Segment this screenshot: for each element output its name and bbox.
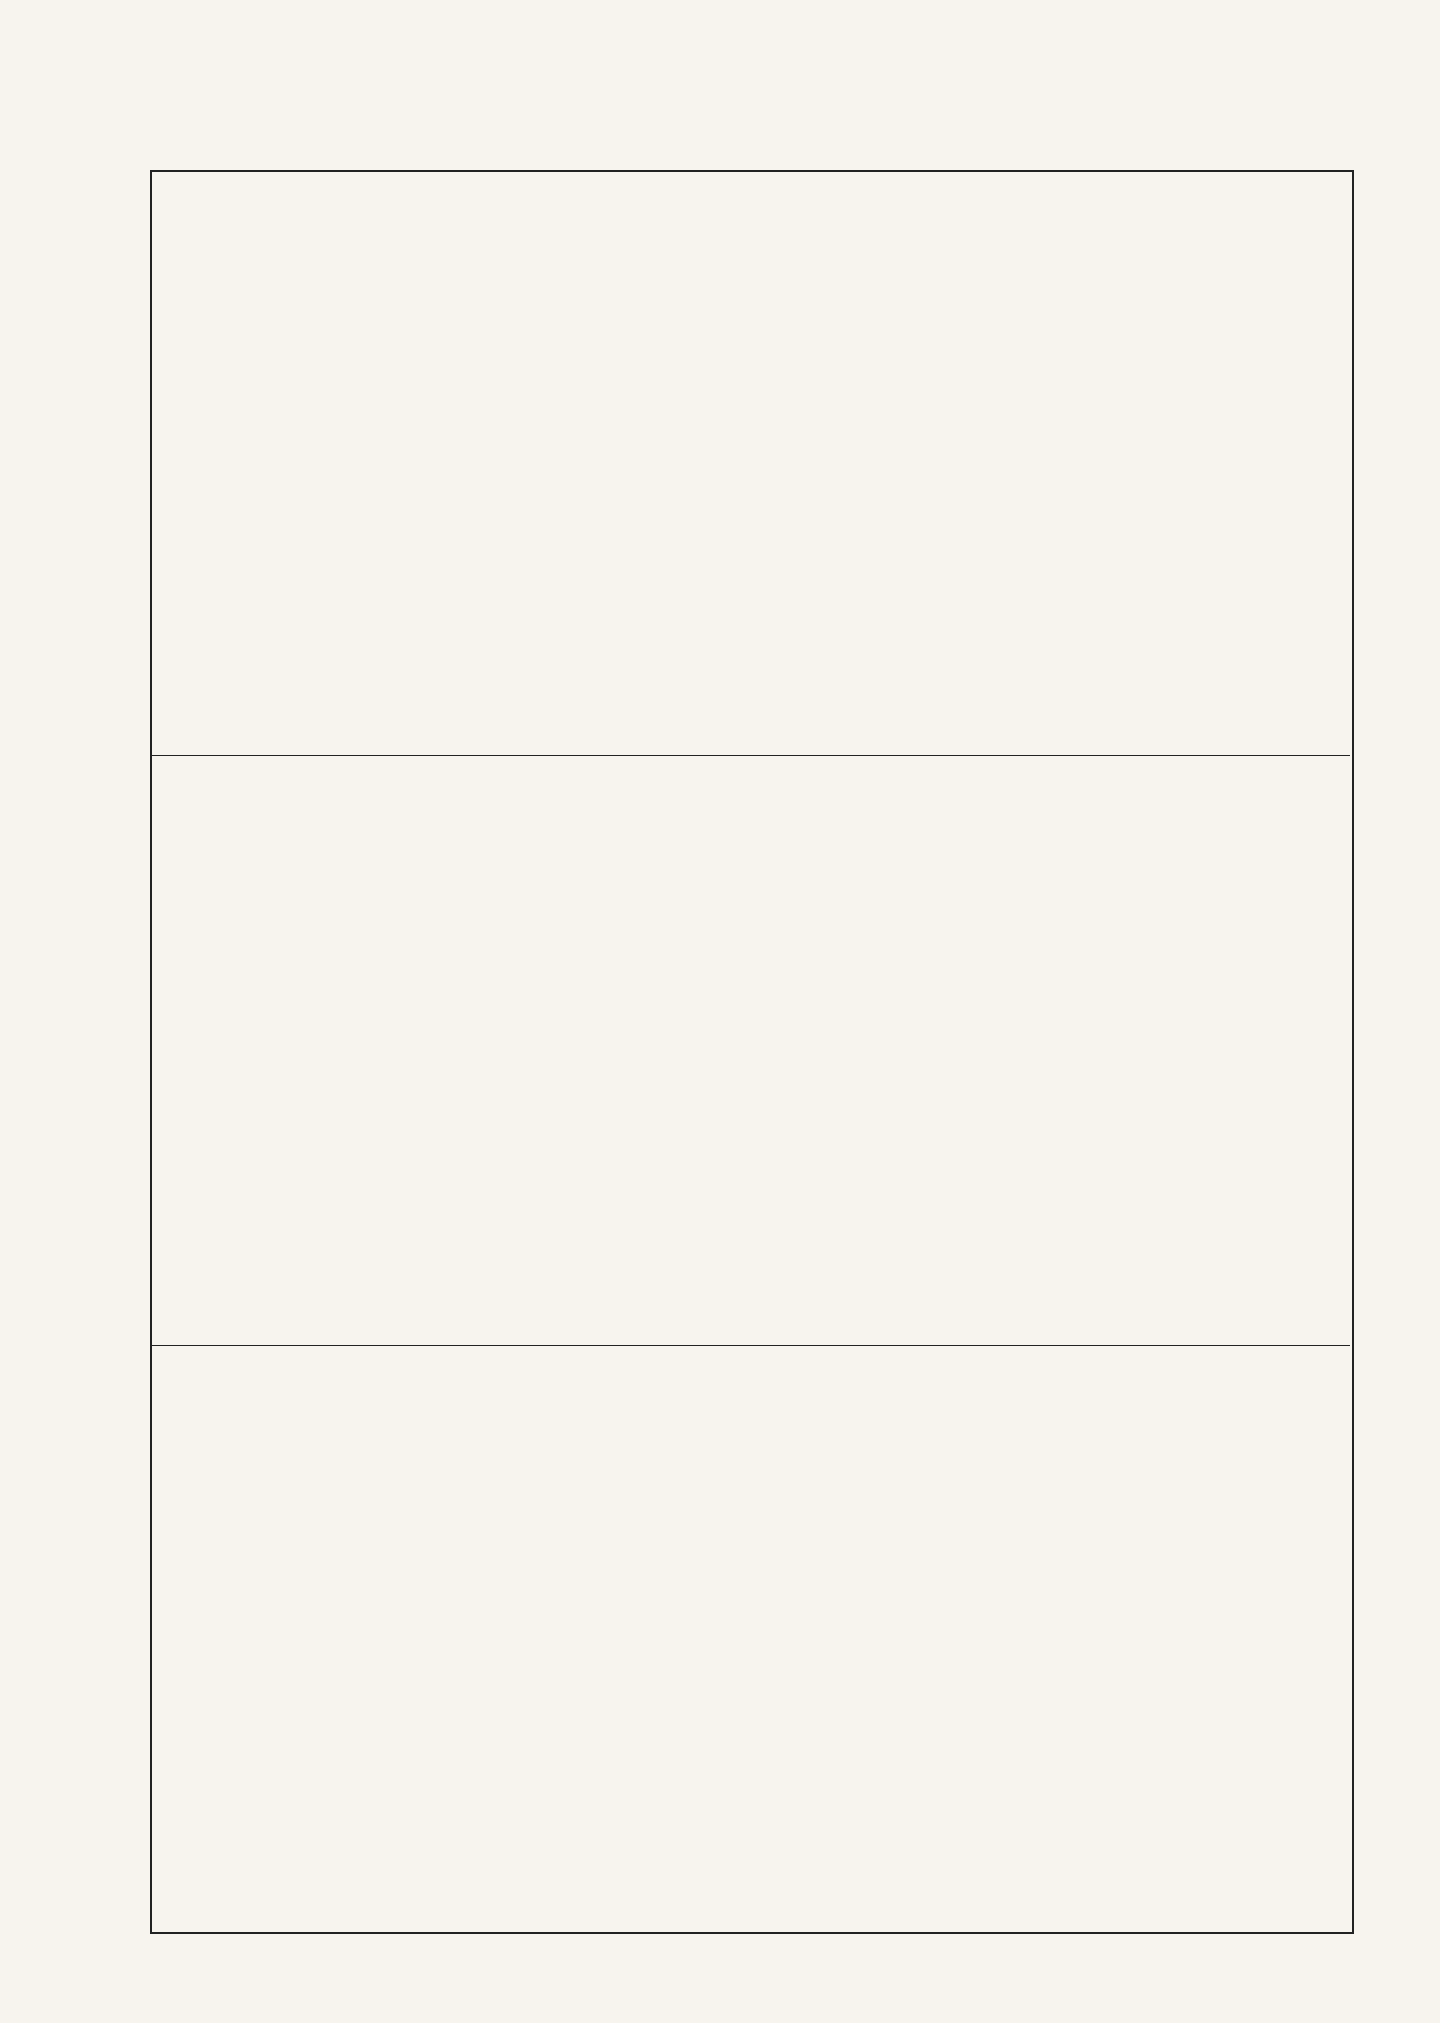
section-divider-2	[150, 1345, 1350, 1346]
prefecture-table-ou	[270, 1365, 1330, 1920]
section-divider-1	[150, 755, 1350, 756]
table-header	[1294, 775, 1324, 1335]
top-prose	[270, 185, 1330, 745]
prefecture-table-kanto	[270, 775, 1330, 1335]
